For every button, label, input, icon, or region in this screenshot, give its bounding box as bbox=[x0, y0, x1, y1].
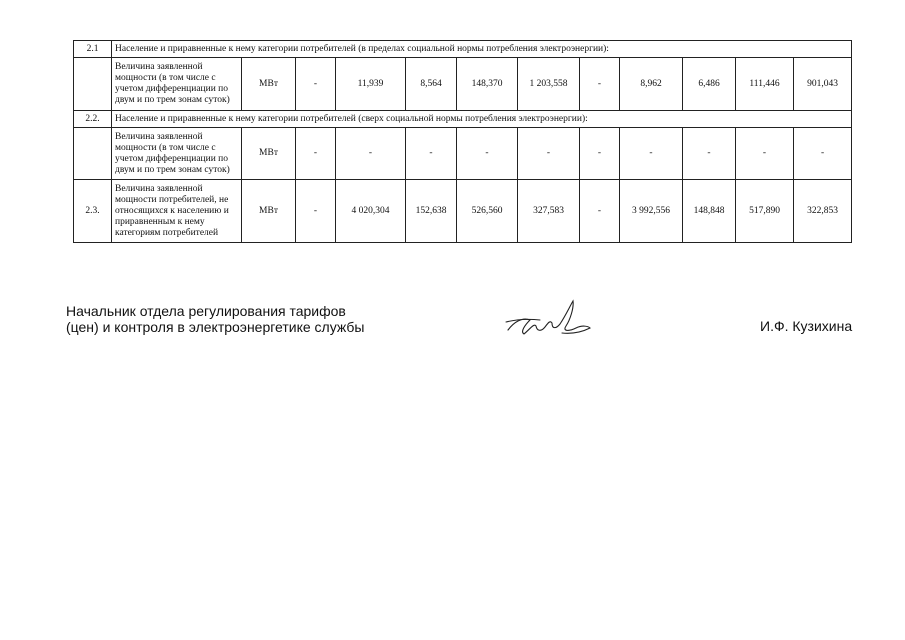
table-row-data bbox=[74, 58, 852, 111]
value-cell: - bbox=[736, 128, 794, 180]
value-cell: - bbox=[296, 180, 336, 243]
value-cell: - bbox=[336, 128, 406, 180]
signature bbox=[500, 296, 600, 346]
value-cell: 526,560 bbox=[457, 180, 518, 243]
value-cell: 148,370 bbox=[457, 58, 518, 111]
value-cell: 8,962 bbox=[620, 58, 683, 111]
value-cell: 11,939 bbox=[336, 58, 406, 111]
position-line-2: (цен) и контроля в электроэнергетике службы bbox=[66, 319, 365, 335]
signatory-position bbox=[66, 303, 365, 335]
position-line-1: Начальник отдела регулирования тарифов bbox=[66, 303, 346, 319]
row-number-empty bbox=[74, 58, 112, 111]
row-unit: МВт bbox=[242, 180, 296, 243]
value-cell: 901,043 bbox=[794, 58, 852, 111]
value-cell: 148,848 bbox=[683, 180, 736, 243]
row-number-empty bbox=[74, 128, 112, 180]
value-cell: 322,853 bbox=[794, 180, 852, 243]
value-cell: - bbox=[683, 128, 736, 180]
signatory-name: И.Ф. Кузихина bbox=[760, 318, 853, 334]
row-description: Величина заявленной мощности потребителей, не относящихся к населению и приравненным к нему категориям потребителей bbox=[112, 180, 242, 243]
value-cell: 111,446 bbox=[736, 58, 794, 111]
value-cell: - bbox=[580, 180, 620, 243]
table-row-section-2-1 bbox=[74, 41, 852, 58]
value-cell: 152,638 bbox=[406, 180, 457, 243]
row-unit: МВт bbox=[242, 128, 296, 180]
section-heading: Население и приравненные к нему категории потребителей (сверх социальной нормы потребления электроэнергии): bbox=[112, 111, 852, 128]
tariff-table-body bbox=[74, 41, 852, 243]
table-row-data bbox=[74, 128, 852, 180]
value-cell: - bbox=[620, 128, 683, 180]
value-cell: - bbox=[296, 128, 336, 180]
table-row-section-2-2 bbox=[74, 111, 852, 128]
value-cell: - bbox=[794, 128, 852, 180]
value-cell: - bbox=[406, 128, 457, 180]
row-number: 2.2. bbox=[74, 111, 112, 128]
value-cell: - bbox=[580, 128, 620, 180]
value-cell: 3 992,556 bbox=[620, 180, 683, 243]
row-description: Величина заявленной мощности (в том числе с учетом дифференциации по двум и по трем зонам суток) bbox=[112, 128, 242, 180]
row-unit: МВт bbox=[242, 58, 296, 111]
value-cell: - bbox=[518, 128, 580, 180]
value-cell: 4 020,304 bbox=[336, 180, 406, 243]
table-row-data bbox=[74, 180, 852, 243]
value-cell: 1 203,558 bbox=[518, 58, 580, 111]
value-cell: - bbox=[457, 128, 518, 180]
row-number: 2.3. bbox=[74, 180, 112, 243]
value-cell: - bbox=[296, 58, 336, 111]
value-cell: - bbox=[580, 58, 620, 111]
tariff-table bbox=[73, 40, 852, 243]
row-description: Величина заявленной мощности (в том числе с учетом дифференциации по двум и по трем зонам суток) bbox=[112, 58, 242, 111]
value-cell: 8,564 bbox=[406, 58, 457, 111]
value-cell: 517,890 bbox=[736, 180, 794, 243]
value-cell: 327,583 bbox=[518, 180, 580, 243]
section-heading: Население и приравненные к нему категории потребителей (в пределах социальной нормы потребления электроэнергии): bbox=[112, 41, 852, 58]
value-cell: 6,486 bbox=[683, 58, 736, 111]
row-number: 2.1 bbox=[74, 41, 112, 58]
